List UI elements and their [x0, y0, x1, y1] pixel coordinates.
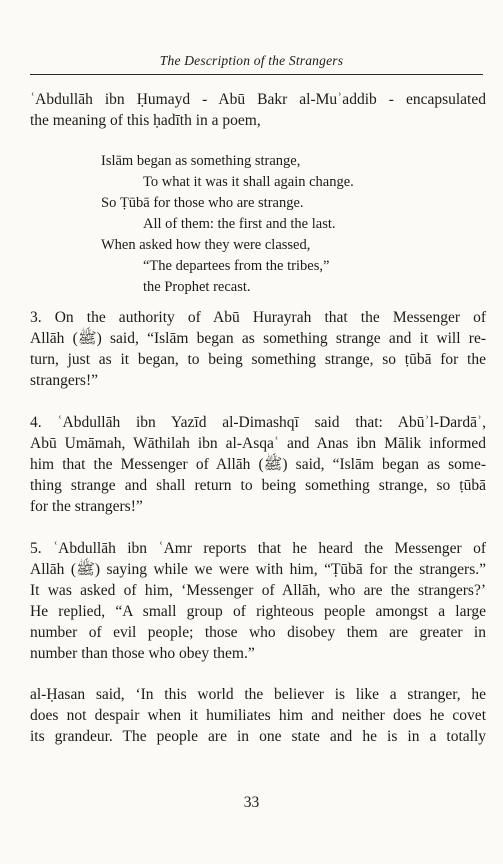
text-line: number of evil people; those who disobey them are greater in	[30, 624, 486, 641]
poem-line: All of them: the first and the last.	[143, 216, 336, 232]
poem-line: So Ṭūbā for those who are strange.	[101, 195, 304, 211]
text-line: Abū Umāmah, Wāthilah ibn al-Asqaʿ and Anas ibn Mālik informed	[30, 435, 486, 452]
text-line: He replied, “A small group of righteous people amongst a large	[30, 603, 486, 620]
poem-line: When asked how they were classed,	[101, 237, 311, 253]
text-line: strangers!”	[30, 372, 98, 389]
text-line: for the strangers!”	[30, 498, 143, 515]
text-line: does not despair when it humiliates him and neither does he covet	[30, 707, 486, 724]
hadith-4-paragraph	[30, 412, 486, 517]
hadith-3-paragraph	[30, 307, 486, 391]
text-line: ʿAbdullāh ibn Ḥumayd - Abū Bakr al-Muʾaddib - encapsulated	[30, 91, 486, 108]
text-line: al-Ḥasan said, ‘In this world the believer is like a stranger, he	[30, 686, 486, 703]
text-line: It was asked of him, ‘Messenger of Allāh, who are the strangers?’	[30, 582, 486, 599]
poem-line: the Prophet recast.	[143, 279, 251, 295]
text-line: number than those who obey them.”	[30, 645, 255, 662]
text-line: its grandeur. The people are in one state and he is in a totally	[30, 728, 486, 745]
running-title: The Description of the Strangers	[159, 53, 344, 68]
intro-paragraph	[30, 89, 486, 131]
poem-line: Islām began as something strange,	[101, 153, 301, 169]
text-line: thing strange and shall return to being something strange, so ṭūbā	[30, 477, 486, 494]
header-rule	[30, 74, 483, 75]
text-line: 4. ʿAbdullāh ibn Yazīd al-Dimashqī said that: Abūʾl-Dardāʾ,	[30, 414, 486, 431]
poem-line: To what it was it shall again change.	[143, 174, 354, 190]
poem	[101, 151, 354, 298]
text-line: 5. ʿAbdullāh ibn ʿAmr reports that he heard the Messenger of	[30, 540, 486, 557]
poem-line: “The departees from the tribes,”	[143, 258, 330, 274]
hadith-5-paragraph	[30, 538, 486, 664]
text-line: turn, just as it began, to being something strange, so ṭūbā for the	[30, 351, 486, 368]
text-line: 3. On the authority of Abū Hurayrah that the Messenger of	[30, 309, 486, 326]
text-line: the meaning of this ḥadīth in a poem,	[30, 112, 261, 129]
text-line: Allāh (ﷺ) saying while we were with him, “Ṭūbā for the strangers.”	[30, 561, 486, 578]
text-line: Allāh (ﷺ) said, “Islām began as something strange and it will re-	[30, 330, 486, 347]
page-number: 33	[243, 794, 260, 811]
text-line: him that the Messenger of Allāh (ﷺ) said, “Islām began as some-	[30, 456, 487, 473]
al-hasan-paragraph	[30, 684, 486, 747]
